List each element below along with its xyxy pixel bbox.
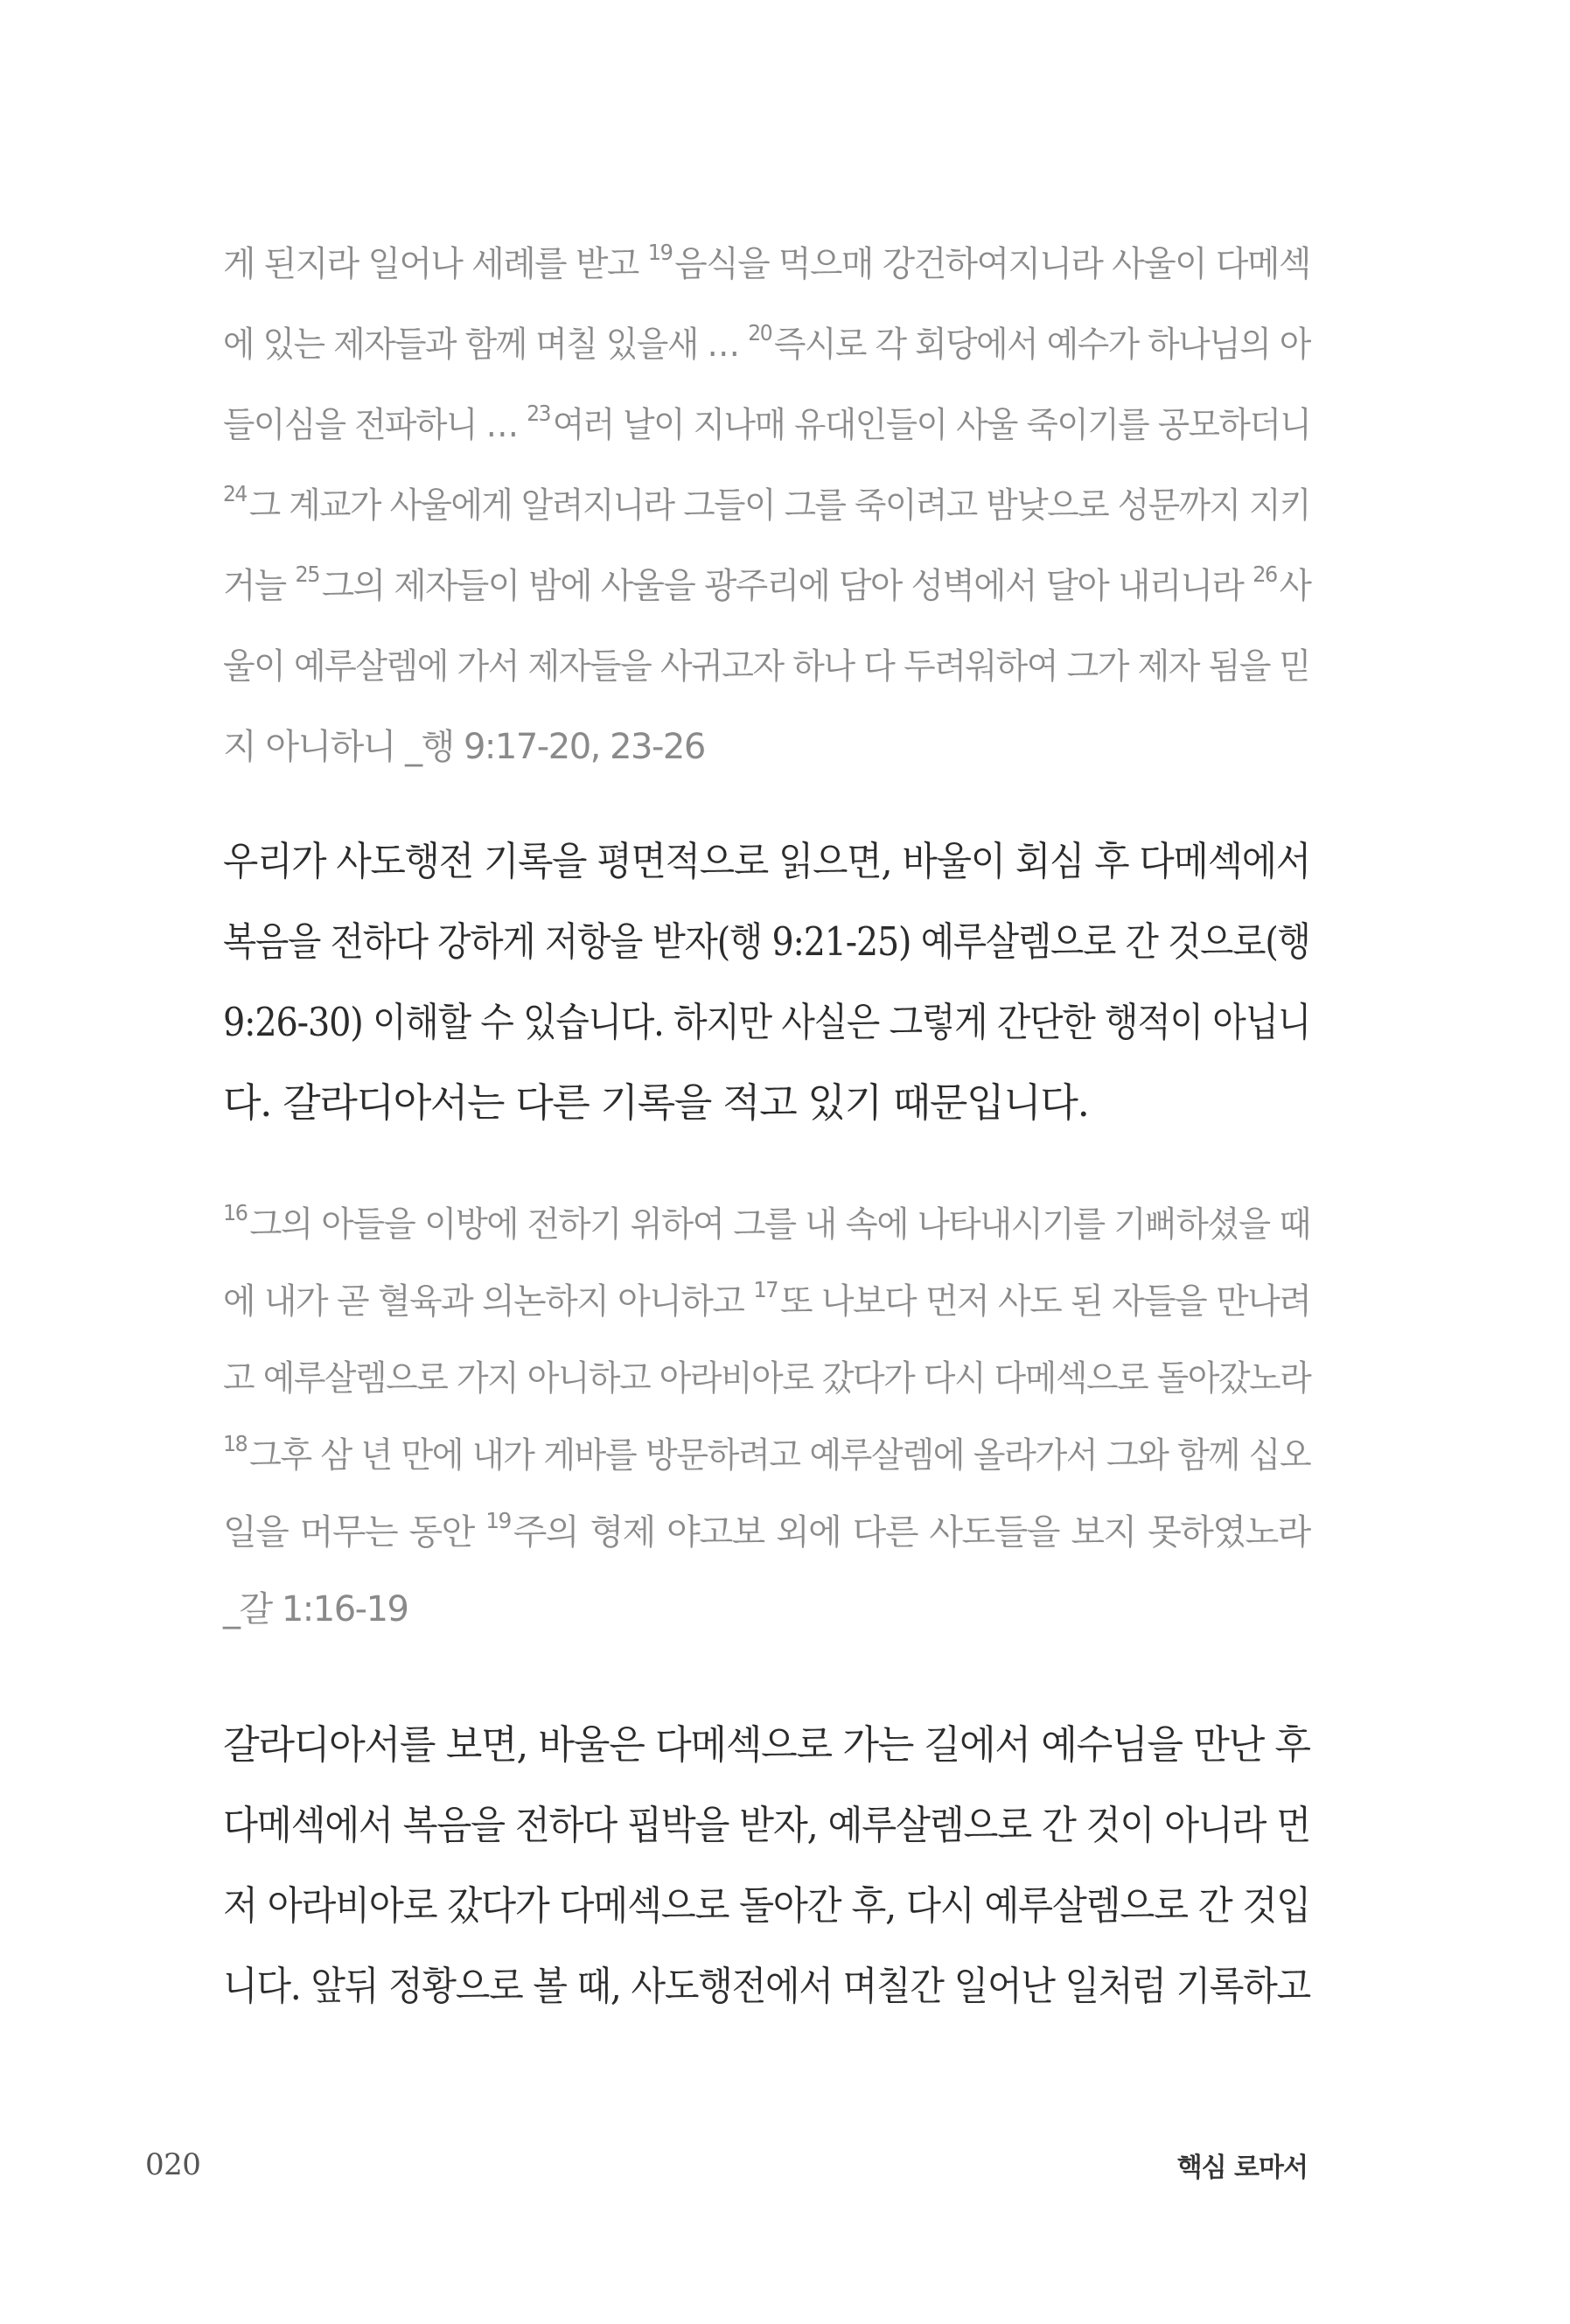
text-line: [223, 1874, 1310, 1930]
line-text: 일을 머무는 동안: [223, 1512, 486, 1553]
text-line: [223, 1427, 1310, 1477]
line-text: 그후 삼 년 만에 내가 게바를 방문하려고 예루살렘에 올라가서 그와 함께 십오: [249, 1435, 1311, 1476]
verse-number: 23: [527, 400, 551, 426]
page-number: 020: [145, 2147, 201, 2182]
line-text: 음식을 먹으매 강건하여지니라 사울이 다메섹: [674, 244, 1310, 284]
text-line: [223, 829, 1310, 886]
text-line: [223, 1793, 1310, 1850]
text-line: [223, 1713, 1310, 1769]
line-text: 에 있는 제자들과 함께 며칠 있을새 …: [223, 325, 749, 365]
line-text: 또 나보다 먼저 사도 된 자들을 만나려: [779, 1281, 1311, 1322]
verse-number: 20: [748, 319, 772, 345]
line-text: 거늘: [223, 566, 296, 606]
line-text: 즉시로 각 회당에서 예수가 하나님의 아: [774, 325, 1310, 365]
text-line: [223, 236, 1310, 286]
verse-number: 26: [1253, 561, 1277, 587]
text-line: [223, 910, 1310, 967]
line-text: _갈 1:16-19: [223, 1589, 408, 1630]
verse-number: 19: [647, 239, 673, 265]
text-line: [223, 397, 1310, 447]
line-text: 다메섹에서 복음을 전하다 핍박을 받자, 예루살렘으로 간 것이 아니라 먼: [223, 1802, 1310, 1848]
line-text: 그의 아들을 이방에 전하기 위하여 그를 내 속에 나타내시기를 기뻐하셨을 때: [249, 1204, 1311, 1245]
line-text: 주의 형제 야고보 외에 다른 사도들을 보지 못하였노라: [513, 1512, 1310, 1553]
line-text: 지 아니하니 _행 9:17-20, 23-26: [223, 727, 705, 767]
text-line: [223, 1954, 1310, 2011]
line-text: 니다. 앞뒤 정황으로 볼 때, 사도행전에서 며칠간 일어난 일처럼 기록하고: [223, 1963, 1310, 2009]
text-line: [223, 558, 1310, 608]
line-text: 에 내가 곧 혈육과 의논하지 아니하고: [223, 1281, 754, 1322]
text-line: [223, 1274, 1310, 1323]
text-line: [223, 990, 1310, 1047]
line-text: 그의 제자들이 밤에 사울을 광주리에 담아 성벽에서 달아 내리니라: [321, 566, 1253, 606]
verse-number: 17: [753, 1276, 778, 1302]
line-text: 9:26-30) 이해할 수 있습니다. 하지만 사실은 그렇게 간단한 행적이 아닙니: [223, 999, 1311, 1045]
text-line: [223, 478, 1310, 527]
text-line: [223, 639, 1310, 688]
line-text: 우리가 사도행전 기록을 평면적으로 읽으면, 바울이 회심 후 다메섹에서: [223, 838, 1310, 884]
line-text: 저 아라비아로 갔다가 다메섹으로 돌아간 후, 다시 예루살렘으로 간 것입: [223, 1882, 1310, 1929]
line-text: 그 계교가 사울에게 알려지니라 그들이 그를 죽이려고 밤낮으로 성문까지 지키: [248, 485, 1310, 526]
text-line: [223, 1581, 408, 1631]
verse-number: 25: [295, 561, 319, 587]
verse-number: 19: [485, 1507, 511, 1533]
line-text: 들이심을 전파하니 …: [223, 405, 527, 445]
verse-number: 16: [223, 1199, 248, 1225]
text-line: [223, 1504, 1310, 1554]
text-line: [223, 719, 705, 769]
line-text: 여러 날이 지나매 유대인들이 사울 죽이기를 공모하더니: [552, 405, 1311, 445]
text-line: [223, 317, 1310, 366]
verse-number: 24: [223, 480, 247, 506]
text-line: [223, 1350, 1310, 1400]
line-text: 울이 예루살렘에 가서 제자들을 사귀고자 하나 다 두려워하여 그가 제자 됨을 믿: [223, 646, 1310, 687]
line-text: 사: [1279, 566, 1311, 606]
line-text: 다. 갈라디아서는 다른 기록을 적고 있기 때문입니다.: [223, 1079, 1089, 1126]
text-line: [223, 1197, 1310, 1246]
book-title: 핵심 로마서: [1176, 2153, 1308, 2183]
line-text: 고 예루살렘으로 가지 아니하고 아라비아로 갔다가 다시 다메섹으로 돌아갔노라: [223, 1358, 1311, 1399]
text-line: [223, 1071, 1089, 1127]
verse-number: 18: [223, 1430, 248, 1456]
line-text: 갈라디아서를 보면, 바울은 다메섹으로 가는 길에서 예수님을 만난 후: [223, 1721, 1310, 1768]
line-text: 복음을 전하다 강하게 저항을 받자(행 9:21-25) 예루살렘으로 간 것으로(행: [223, 918, 1310, 965]
line-text: 게 된지라 일어나 세례를 받고: [223, 244, 648, 284]
